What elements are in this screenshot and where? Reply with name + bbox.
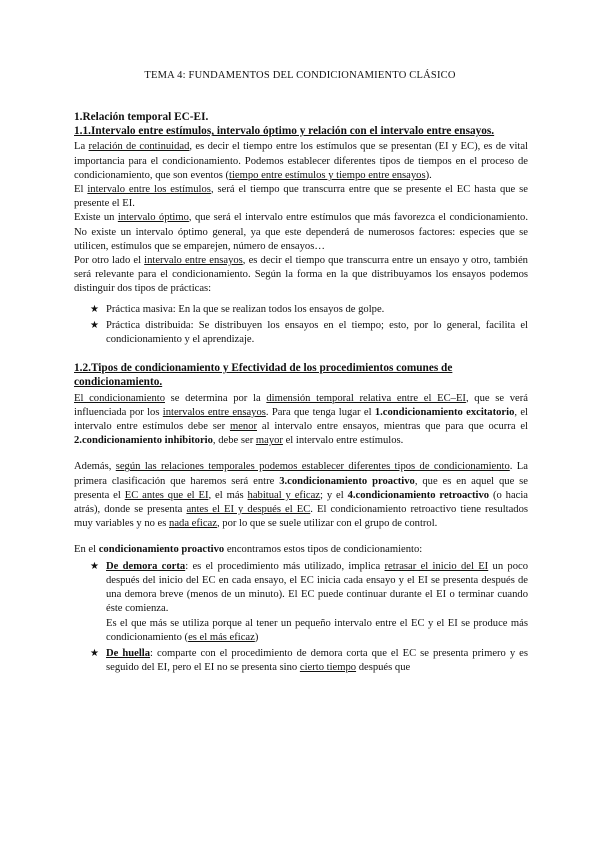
paragraph-continuity: La relación de continuidad, es decir el tiempo entre los estímulos que se presentan (EI y EC), es de vital importancia para el condicionamiento. Podemos establecer diferentes tipos de tiempos en el proceso de condicionamiento, que son eventos (tiempo entre estímulos y tiempo entre ensayos). xyxy=(74,141,528,181)
proactive-types-list xyxy=(74,560,528,676)
paragraph-temporal-relations: Además, según las relaciones temporales podemos establecer diferentes tipos de condicionamiento. La primera clasificación que haremos será entre 3.condicionamiento proactivo, que es en aquel que se presenta el EC antes que el EI, el más habitual y eficaz; y el 4.condicionamiento retroactivo (o hacia atrás), donde se presenta antes el EI y después el EC. El condicionamiento retroactivo tiene resultados muy variables y no es nada eficaz, por lo que se suele utilizar con el grupo de control. xyxy=(74,461,529,530)
paragraph-types-conditioning: El condicionamiento se determina por la dimensión temporal relativa entre el EC–EI, que se verá influenciada por los intervalos entre ensayos. Para que tenga lugar el 1.condicionamiento excitatorio, el intervalo entre estímulos debe ser menor al intervalo entre ensayos, mientras que para que ocurra el 2.condicionamiento inhibitorio, debe ser mayor el intervalo entre estímulos. xyxy=(74,392,529,447)
paragraph-interval-trials: Por otro lado el intervalo entre ensayos, es decir el tiempo que transcurra entre un ensayo y otro, también será relevante para el condicionamiento. Según la forma en la que distribuyamos los ensayos podemos distinguir dos tipos de prácticas: xyxy=(74,255,528,295)
list-item: ★ Práctica distribuida: Se distribuyen los ensayos en el tiempo; esto, por lo general, facilita el condicionamiento y el aprendizaje. xyxy=(90,319,528,346)
document-body xyxy=(74,110,528,677)
section-1-heading: 1.Relación temporal EC-EI. xyxy=(74,111,209,123)
paragraph-interval-stimuli: El intervalo entre los estímulos, será el tiempo que transcurra entre que se presente el EC hasta que se presente el EI. xyxy=(74,184,528,210)
page-title: TEMA 4: FUNDAMENTOS DEL CONDICIONAMIENTO CLÁSICO xyxy=(144,70,456,81)
section-1-2-heading: 1.2.Tipos de condicionamiento y Efectividad de los procedimientos comunes de condicionamiento. xyxy=(74,362,453,389)
star-bullet-icon: ★ xyxy=(90,560,99,572)
practice-list xyxy=(74,303,528,348)
star-bullet-icon: ★ xyxy=(90,647,99,659)
star-bullet-icon: ★ xyxy=(90,303,99,315)
paragraph-proactive-intro: En el condicionamiento proactivo encontramos estos tipos de condicionamiento: xyxy=(74,544,423,556)
list-item: ★ Práctica masiva: En la que se realizan todos los ensayos de golpe. xyxy=(90,303,528,317)
paragraph-optimal-interval: Existe un intervalo óptimo, que será el intervalo entre estímulos que más favorezca el condicionamiento. No existe un intervalo óptimo general, ya que este dependerá de numerosos factores: especies que se utilicen, estímulos que se emparejen, número de ensayos… xyxy=(74,212,528,252)
list-item: ★ De huella: comparte con el procedimiento de demora corta que el EC se presenta primero y es seguido del EI, pero el EI no se presenta sino cierto tiempo después que xyxy=(90,647,528,674)
section-1-1-heading: 1.1.Intervalo entre estímulos, intervalo óptimo y relación con el intervalo entre ensayos. xyxy=(74,125,495,138)
star-bullet-icon: ★ xyxy=(90,319,99,331)
list-item: ★ De demora corta: es el procedimiento más utilizado, implica retrasar el inicio del EI un poco después del inicio del EC en cada ensayo, el EC inicia cada ensayo y el EI se presenta después de una demora breve (menos de un minuto). El EC puede continuar durante el EI o terminar cuando éste comienza. Es el que más se utiliza porque al tener un pequeño intervalo entre el EC y el EI se produce más condicionamiento (es el más eficaz) xyxy=(90,560,529,643)
